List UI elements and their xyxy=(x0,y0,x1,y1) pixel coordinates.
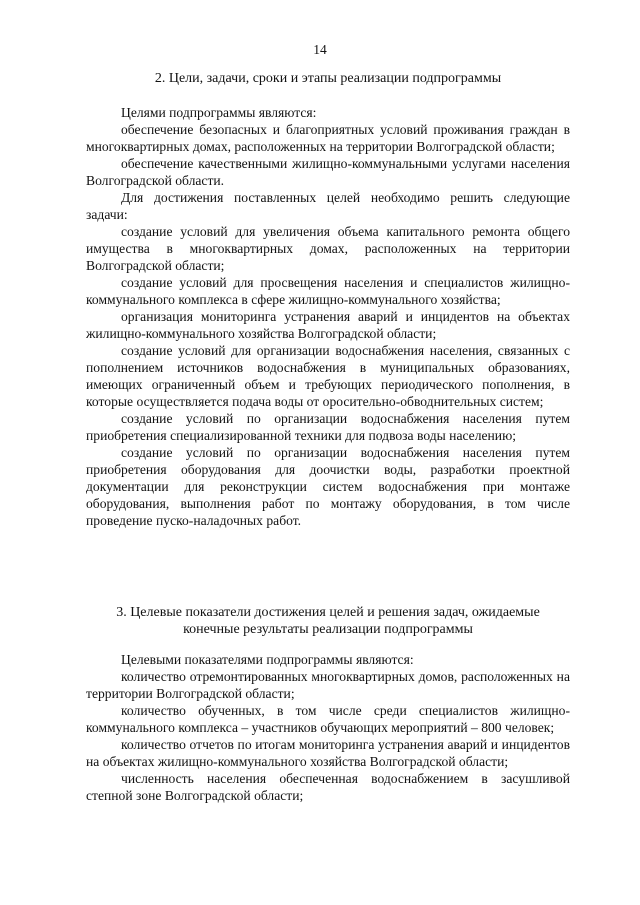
paragraph: создание условий для просвещения населения и специалистов жилищно-коммунального комплекса в сфере жилищно-коммунального хозяйства; xyxy=(86,275,570,307)
paragraph: создание условий по организации водоснабжения населения путем приобретения специализированной техники для подвоза воды населению; xyxy=(86,411,570,443)
section-2-body xyxy=(86,104,570,529)
paragraph: создание условий для увеличения объема капитального ремонта общего имущества в многоквартирных домах, расположенных на территории Волгоградской области; xyxy=(86,224,570,273)
paragraph: Целевыми показателями подпрограммы являются: xyxy=(121,652,414,667)
section-3-body xyxy=(86,651,570,804)
paragraph: количество отремонтированных многоквартирных домов, расположенных на территории Волгоградской области; xyxy=(86,669,570,701)
paragraph: количество отчетов по итогам мониторинга устранения аварий и инцидентов на объектах жилищно-коммунального хозяйства Волгоградской области; xyxy=(86,737,570,769)
paragraph: Целями подпрограммы являются: xyxy=(121,105,317,120)
section-3-heading-line-1: 3. Целевые показатели достижения целей и решения задач, ожидаемые xyxy=(116,605,540,620)
paragraph: количество обученных, в том числе среди специалистов жилищно-коммунального комплекса – участников обучающих мероприятий – 800 человек; xyxy=(86,703,570,735)
section-2-heading: 2. Цели, задачи, сроки и этапы реализации подпрограммы xyxy=(154,71,502,86)
page-number: 14 xyxy=(313,42,327,57)
paragraph: организация мониторинга устранения аварий и инцидентов на объектах жилищно-коммунального хозяйства Волгоградской области; xyxy=(86,309,570,341)
paragraph: обеспечение качественными жилищно-коммунальными услугами населения Волгоградской области. xyxy=(86,156,570,188)
section-3-heading xyxy=(86,604,570,638)
paragraph: Для достижения поставленных целей необходимо решить следующие задачи: xyxy=(86,190,570,222)
section-3-heading-line-2: конечные результаты реализации подпрограммы xyxy=(183,622,473,637)
paragraph: создание условий для организации водоснабжения населения, связанных с пополнением источников водоснабжения в муниципальных образованиях, имеющих ограниченный объем и требующих периодического пополнения, в которые осуществляется подача воды от оросительно-обводнительных систем; xyxy=(86,343,570,409)
paragraph: создание условий по организации водоснабжения населения путем приобретения оборудования для доочистки воды, разработки проектной документации для реконструкции систем водоснабжения при монтаже оборудования, выполнения работ по монтажу оборудования, в том числе проведение пуско-наладочных работ. xyxy=(86,445,570,528)
paragraph: обеспечение безопасных и благоприятных условий проживания граждан в многоквартирных домах, расположенных на территории Волгоградской области; xyxy=(86,122,570,154)
paragraph: численность населения обеспеченная водоснабжением в засушливой степной зоне Волгоградской области; xyxy=(86,771,570,803)
